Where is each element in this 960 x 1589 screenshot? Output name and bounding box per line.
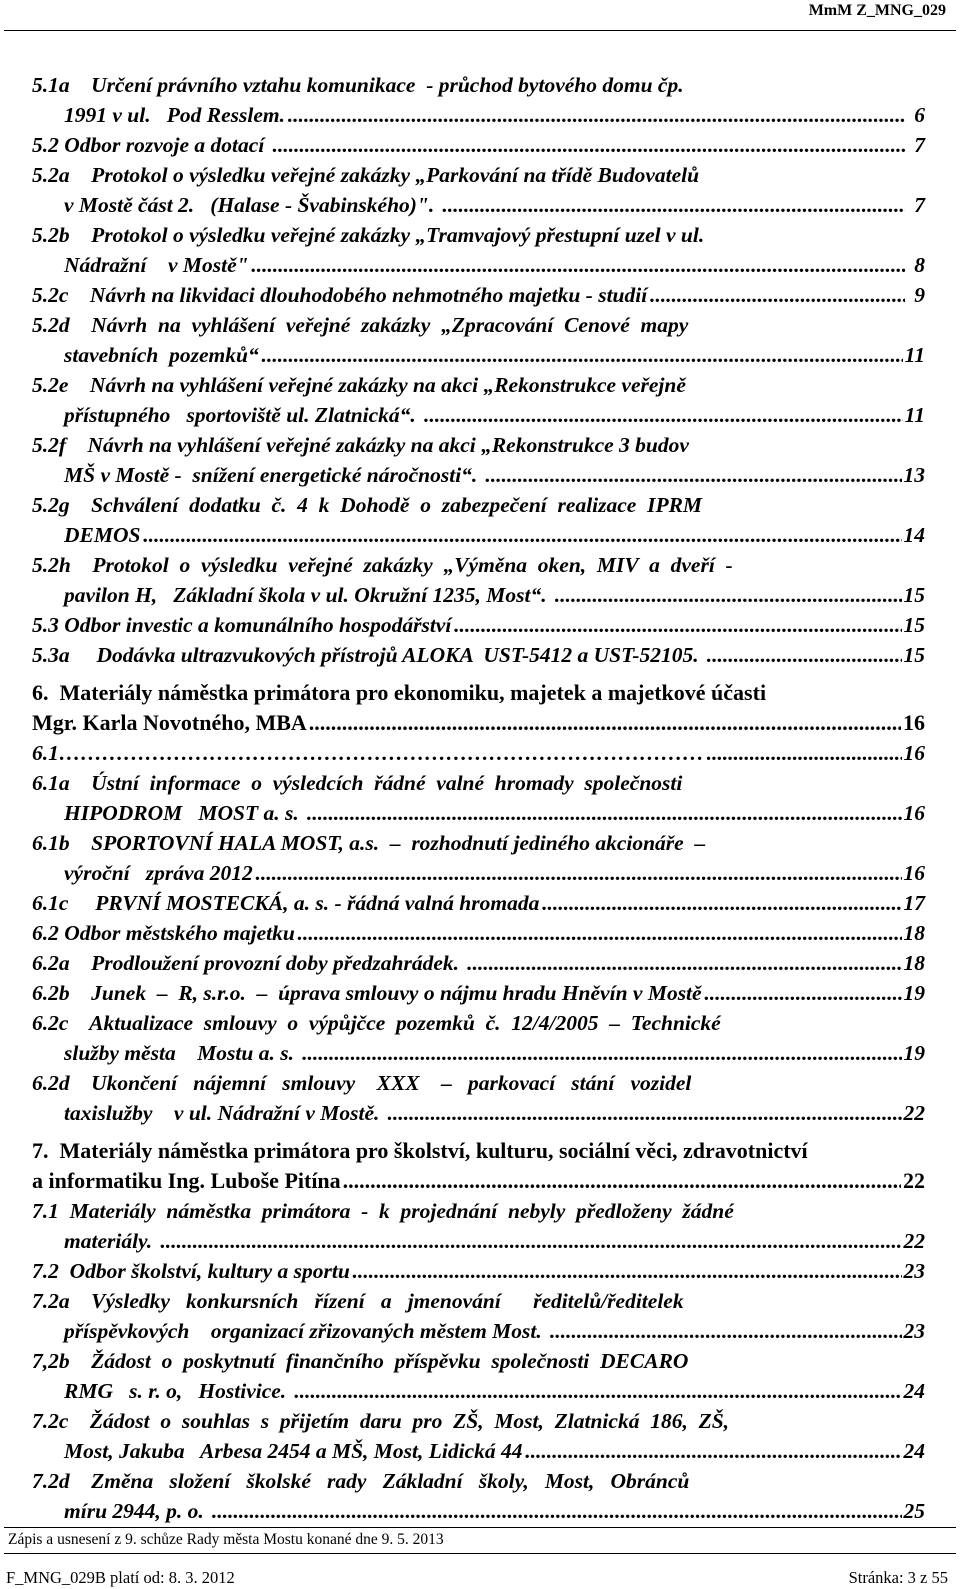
dot-leader [309,708,901,738]
toc-page-number: 19 [903,1041,925,1065]
toc-line [32,370,925,400]
footer-form-rule [4,1553,956,1554]
toc-line [32,1436,925,1466]
toc-entry-text: 5.2b Protokol o výsledku veřejné zakázky „Tramvajový přestupní uzel v ul. [32,223,705,247]
toc-page-number: 6 [914,103,925,127]
toc-line [32,1196,925,1226]
toc-line [32,130,925,160]
toc-entry [32,888,925,918]
toc-entry-text: 5.3a Dodávka ultrazvukových přístrojů ALOKA UST-5412 a UST-52105. [32,643,704,667]
toc-entry-text: 5.2e Návrh na vyhlášení veřejné zakázky na akci „Rekonstrukce veřejně [32,373,686,397]
toc-page-number: 15 [903,613,925,637]
dot-leader [294,1376,902,1406]
toc-entry-text: přístupného sportoviště ul. Zlatnická“. [64,403,422,427]
toc-line [32,250,925,280]
toc-entry-text: 5.2d Návrh na vyhlášení veřejné zakázky „Zpracování Cenové mapy [32,313,689,337]
dot-leader [649,280,905,310]
toc-line [32,678,925,708]
toc-page-number: 18 [903,951,925,975]
toc-entry [32,1466,925,1526]
toc-line [32,768,925,798]
toc-entry-text: RMG s. r. o, Hostivice. [64,1379,292,1403]
toc-page-number: 16 [903,801,925,825]
dot-leader [423,400,902,430]
toc-line [32,1496,925,1526]
toc-line [32,520,925,550]
toc-entry [32,490,925,550]
toc-entry [32,430,925,490]
toc-line [32,1286,925,1316]
dot-leader [525,1436,902,1466]
toc-line [32,1376,925,1406]
toc-entry [32,550,925,610]
toc-line [32,400,925,430]
toc-line [32,888,925,918]
toc-page-number: 17 [903,891,925,915]
toc-entry-text: HIPODROM MOST a. s. [64,801,305,825]
toc-entry-text: 6. Materiály náměstka primátora pro ekonomiku, majetek a majetkové účasti [32,680,767,705]
toc-entry-text: Mgr. Karla Novotného, MBA [32,710,307,735]
toc-entry-text: pavilon H, Základní škola v ul. Okružní 1235, Most“. [64,583,553,607]
toc-entry [32,978,925,1008]
toc-entry [32,948,925,978]
toc-line [32,828,925,858]
toc-line [32,1346,925,1376]
toc-entry [32,1346,925,1406]
header-rule [4,30,956,31]
table-of-contents [32,70,925,1526]
toc-entry-text: a informatiku Ing. Luboše Pitína [32,1168,341,1193]
toc-entry-text: 5.1a Určení právního vztahu komunikace - průchod bytového domu čp. [32,73,684,97]
toc-page-number: 13 [903,463,925,487]
dot-leader [343,1166,901,1196]
toc-entry-text: taxislužby v ul. Nádražní v Mostě. [64,1101,385,1125]
toc-entry [32,1136,925,1196]
toc-line [32,708,925,738]
toc-line [32,490,925,520]
toc-line [32,640,925,670]
dot-leader [142,520,901,550]
toc-entry [32,370,925,430]
toc-line [32,1068,925,1098]
toc-entry-text: 6.1c PRVNÍ MOSTECKÁ, a. s. - řádná valná hromada [32,891,540,915]
toc-entry-text: 6.1……………………………………………………………………………… [32,741,704,765]
toc-page-number: 7 [914,193,925,217]
dot-leader [301,1038,901,1068]
toc-entry-text: MŠ v Mostě - snížení energetické náročnosti“. [64,463,483,487]
dot-leader [251,250,905,280]
toc-entry-text: 5.2c Návrh na likvidaci dlouhodobého nehmotného majetku - studií [32,283,648,307]
dot-leader [554,580,901,610]
toc-line [32,580,925,610]
dot-leader [211,1496,901,1526]
toc-line [32,948,925,978]
toc-page-number: 16 [903,741,925,765]
toc-page-number: 9 [914,283,925,307]
toc-line [32,918,925,948]
toc-entry-text: 5.2a Protokol o výsledku veřejné zakázky „Parkování na třídě Budovatelů [32,163,700,187]
toc-entry-text: míru 2944, p. o. [64,1499,210,1523]
toc-page-number: 8 [914,253,925,277]
toc-line [32,160,925,190]
toc-line [32,978,925,1008]
toc-page-number: 11 [904,403,925,427]
toc-line [32,1166,925,1196]
toc-line [32,1406,925,1436]
toc-entry-text: 5.2f Návrh na vyhlášení veřejné zakázky na akci „Rekonstrukce 3 budov [32,433,689,457]
toc-entry [32,70,925,130]
toc-entry [32,768,925,828]
toc-entry-text: v Mostě část 2. (Halase - Švabinského)". [64,193,440,217]
toc-entry-text: 6.2b Junek – R, s.r.o. – úprava smlouvy o nájmu hradu Hněvín v Mostě [32,981,702,1005]
toc-entry-text: 6.2c Aktualizace smlouvy o výpůjčce pozemků č. 12/4/2005 – Technické [32,1011,721,1035]
toc-entry-text: 6.2 Odbor městského majetku [32,921,295,945]
dot-leader [255,858,902,888]
toc-line [32,280,925,310]
toc-line [32,1098,925,1128]
toc-entry [32,280,925,310]
toc-entry-text: příspěvkových organizací zřizovaných městem Most. [64,1319,548,1343]
dot-leader [387,1098,902,1128]
toc-page-number: 22 [903,1229,925,1253]
toc-line [32,1256,925,1286]
toc-line [32,220,925,250]
toc-entry-text: DEMOS [64,523,141,547]
toc-page-number: 23 [903,1259,925,1283]
toc-entry-text: 5.2h Protokol o výsledku veřejné zakázky „Výměna oken, MIV a dveří - [32,553,733,577]
toc-page-number: 15 [903,583,925,607]
toc-page-number: 7 [914,133,925,157]
toc-entry [32,130,925,160]
dot-leader [297,918,902,948]
dot-leader [549,1316,901,1346]
toc-line [32,100,925,130]
toc-entry [32,828,925,888]
toc-entry-text: stavebních pozemků“ [64,343,259,367]
toc-entry-text: 7,2b Žádost o poskytnutí finančního příspěvku společnosti DECARO [32,1349,689,1373]
toc-page-number: 16 [903,710,925,735]
toc-line [32,70,925,100]
dot-leader [352,1256,902,1286]
dot-leader [287,100,905,130]
dot-leader [272,130,905,160]
toc-line [32,310,925,340]
toc-line [32,190,925,220]
toc-line [32,430,925,460]
toc-entry-text: 7.2c Žádost o souhlas s přijetím daru pro ZŠ, Most, Zlatnická 186, ZŠ, [32,1409,730,1433]
toc-page-number: 11 [904,343,925,367]
toc-page-number: 18 [903,921,925,945]
toc-entry [32,678,925,738]
toc-line [32,550,925,580]
toc-entry [32,1008,925,1068]
toc-line [32,1136,925,1166]
toc-entry [32,610,925,640]
toc-line [32,858,925,888]
toc-entry [32,738,925,768]
toc-line [32,1466,925,1496]
toc-entry [32,1256,925,1286]
dot-leader [160,1226,902,1256]
dot-leader [442,190,905,220]
toc-entry [32,1406,925,1466]
toc-entry-text: 6.1a Ústní informace o výsledcích řádné valné hromady společnosti [32,771,683,795]
toc-entry-text: 5.2g Schválení dodatku č. 4 k Dohodě o zabezpečení realizace IPRM [32,493,703,517]
toc-entry-text: služby města Mostu a. s. [64,1041,300,1065]
toc-entry-text: 7.2 Odbor školství, kultury a sportu [32,1259,350,1283]
toc-page-number: 15 [903,643,925,667]
footer-rule [4,1527,956,1528]
dot-leader [541,888,901,918]
toc-line [32,610,925,640]
footer-form-code: F_MNG_029B platí od: 8. 3. 2012 [6,1568,235,1587]
toc-line [32,738,925,768]
toc-entry-text: 7.1 Materiály náměstka primátora - k projednání nebyly předloženy žádné [32,1199,734,1223]
toc-entry-text: 7.2a Výsledky konkursních řízení a jmenování ředitelů/ředitelek [32,1289,684,1313]
toc-page-number: 25 [903,1499,925,1523]
toc-line [32,460,925,490]
toc-line [32,1038,925,1068]
toc-page-number: 14 [903,523,925,547]
toc-entry [32,310,925,370]
dot-leader [466,948,901,978]
toc-entry-text: Nádražní v Mostě" [64,253,249,277]
toc-entry-text: 6.2a Prodloužení provozní doby předzahrádek. [32,951,465,975]
toc-line [32,798,925,828]
toc-line [32,1316,925,1346]
toc-page-number: 22 [903,1101,925,1125]
toc-entry-text: 7. Materiály náměstka primátora pro školství, kulturu, sociální věci, zdravotnictví [32,1138,808,1163]
toc-entry-text: výroční zpráva 2012 [64,861,253,885]
toc-entry-text: 7.2d Změna složení školské rady Základní školy, Most, Obránců [32,1469,690,1493]
toc-entry-text: 1991 v ul. Pod Resslem. [64,103,285,127]
document-code: MmM Z_MNG_029 [808,2,946,19]
toc-entry-text: 5.3 Odbor investic a komunálního hospodářství [32,613,452,637]
toc-entry [32,1286,925,1346]
toc-page-number: 22 [903,1168,925,1193]
toc-entry-text: 6.1b SPORTOVNÍ HALA MOST, a.s. – rozhodnutí jediného akcionáře – [32,831,706,855]
toc-entry [32,918,925,948]
footer-page-number: Stránka: 3 z 55 [848,1568,948,1587]
toc-entry [32,160,925,220]
dot-leader [306,798,901,828]
toc-page-number: 23 [903,1319,925,1343]
toc-page-number: 19 [903,981,925,1005]
toc-entry [32,220,925,280]
toc-page-number: 24 [903,1439,925,1463]
toc-entry [32,640,925,670]
toc-page-number: 24 [903,1379,925,1403]
dot-leader [261,340,903,370]
dot-leader [485,460,902,490]
dot-leader [704,978,902,1008]
toc-entry-text: materiály. [64,1229,158,1253]
toc-entry [32,1196,925,1256]
dot-leader [706,738,902,768]
footer-minutes-title: Zápis a usnesení z 9. schůze Rady města Mostu konané dne 9. 5. 2013 [8,1531,444,1548]
toc-entry-text: Most, Jakuba Arbesa 2454 a MŠ, Most, Lidická 44 [64,1439,523,1463]
toc-line [32,340,925,370]
dot-leader [706,640,902,670]
dot-leader [453,610,901,640]
toc-page-number: 16 [903,861,925,885]
toc-entry [32,1068,925,1128]
toc-entry-text: 5.2 Odbor rozvoje a dotací [32,133,270,157]
toc-line [32,1008,925,1038]
toc-line [32,1226,925,1256]
toc-entry-text: 6.2d Ukončení nájemní smlouvy XXX – parkovací stání vozidel [32,1071,692,1095]
